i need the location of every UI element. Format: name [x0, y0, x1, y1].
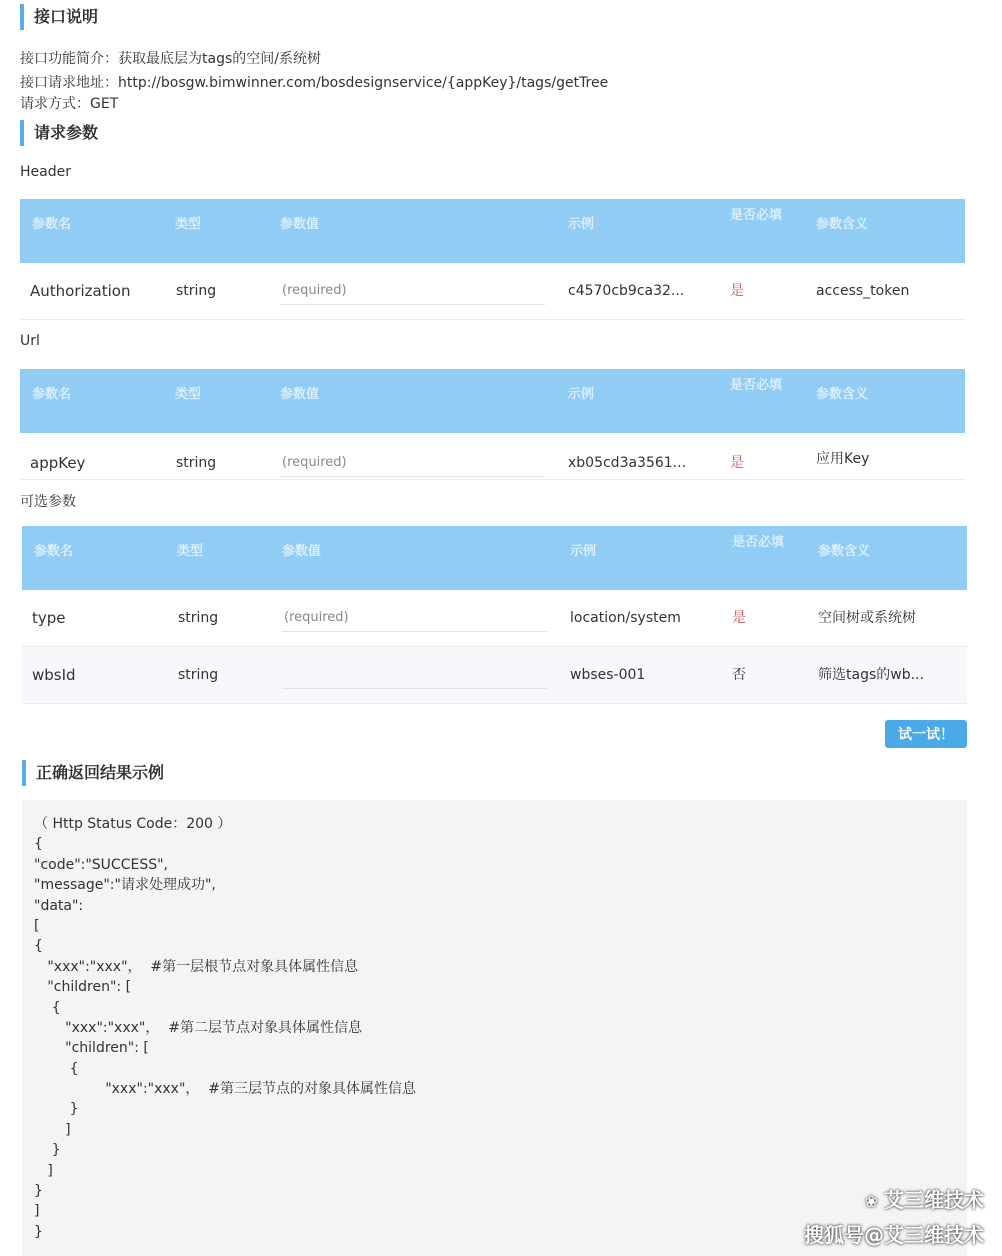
param-required: 否	[732, 667, 746, 683]
param-value-input[interactable]	[282, 604, 547, 632]
code-line: }	[34, 1101, 79, 1118]
table-row	[22, 647, 967, 704]
param-example: location/system	[570, 610, 681, 626]
col-required: 是否必填	[730, 208, 783, 223]
param-name: type	[32, 609, 66, 627]
col-param-name: 参数名	[32, 387, 72, 402]
param-required: 是	[730, 283, 744, 299]
col-meaning: 参数含义	[818, 544, 871, 559]
optional-group-label: 可选参数	[20, 494, 76, 510]
header-params-table	[20, 199, 965, 320]
col-value: 参数值	[280, 217, 320, 232]
watermark-line2: 搜狐号@艾三维技术	[804, 1223, 984, 1247]
col-value: 参数值	[282, 544, 322, 559]
param-example: c4570cb9ca32...	[568, 283, 685, 299]
table-header	[22, 526, 967, 590]
code-line: {	[34, 938, 43, 955]
param-type: string	[178, 610, 219, 626]
param-type: string	[176, 283, 217, 299]
url-params-table	[20, 369, 965, 480]
api-method: 请求方式：GET	[20, 96, 119, 112]
col-example: 示例	[570, 544, 597, 559]
param-meaning: 筛选tags的wb...	[818, 667, 924, 683]
optional-params-table	[22, 526, 967, 704]
watermark-line1: 艾三维技术	[884, 1188, 984, 1212]
param-example: wbses-001	[570, 667, 646, 683]
param-value-input[interactable]	[280, 277, 545, 305]
table-header	[20, 199, 965, 263]
code-line: }	[34, 1223, 43, 1240]
col-type: 类型	[175, 387, 202, 402]
url-group-label: Url	[20, 333, 40, 349]
col-example: 示例	[568, 217, 595, 232]
param-name: Authorization	[30, 282, 131, 300]
code-line: }	[34, 1142, 61, 1159]
param-required: 是	[730, 455, 744, 471]
table-header	[20, 369, 965, 433]
code-line: }	[34, 1183, 43, 1200]
param-example: xb05cd3a3561...	[568, 455, 687, 471]
code-line: "children": [	[34, 1040, 149, 1057]
api-summary: 接口功能简介：获取最底层为tags的空间/系统树	[20, 51, 321, 67]
code-line: ]	[34, 1162, 53, 1179]
col-meaning: 参数含义	[816, 387, 869, 402]
param-meaning: 空间树或系统树	[818, 610, 916, 626]
code-line: "xxx":"xxx"， #第三层节点的对象具体属性信息	[34, 1081, 417, 1098]
code-line: "children": [	[34, 979, 132, 996]
code-line: （ Http Status Code：200 ）	[34, 816, 232, 832]
code-line: {	[34, 999, 61, 1016]
col-example: 示例	[568, 387, 595, 402]
wechat-icon: ❀	[864, 1192, 878, 1211]
table-row	[20, 263, 965, 320]
code-line: [	[34, 917, 40, 934]
watermark	[804, 1184, 984, 1248]
code-line: "data":	[34, 897, 84, 914]
param-value-input[interactable]	[280, 449, 545, 477]
param-type: string	[178, 667, 219, 683]
api-description-title: 接口说明	[20, 4, 98, 30]
col-value: 参数值	[280, 387, 320, 402]
col-required: 是否必填	[732, 535, 785, 550]
code-line: "xxx":"xxx"， #第一层根节点对象具体属性信息	[34, 958, 359, 975]
param-required: 是	[732, 610, 746, 626]
col-type: 类型	[175, 217, 202, 232]
col-required: 是否必填	[730, 378, 783, 393]
code-line: {	[34, 1060, 79, 1077]
try-it-button[interactable]: 试一试！	[885, 720, 967, 748]
table-row	[22, 590, 967, 647]
code-line: {	[34, 836, 43, 853]
col-param-name: 参数名	[34, 544, 74, 559]
header-group-label: Header	[20, 164, 71, 180]
api-url: 接口请求地址：http://bosgw.bimwinner.com/bosdesignservice/{appKey}/tags/getTree	[20, 75, 609, 91]
response-example-title: 正确返回结果示例	[22, 760, 164, 786]
col-type: 类型	[177, 544, 204, 559]
param-type: string	[176, 455, 217, 471]
code-line: ]	[34, 1121, 71, 1138]
param-meaning: 应用Key	[816, 451, 870, 467]
request-params-title: 请求参数	[20, 120, 98, 146]
code-line: ]	[34, 1203, 40, 1220]
param-name: appKey	[30, 454, 86, 472]
param-meaning: access_token	[816, 283, 910, 299]
table-row	[20, 433, 965, 480]
col-meaning: 参数含义	[816, 217, 869, 232]
code-line: "xxx":"xxx"， #第二层节点对象具体属性信息	[34, 1019, 362, 1036]
param-value-input[interactable]	[282, 661, 547, 689]
col-param-name: 参数名	[32, 217, 72, 232]
code-line: "message":"请求处理成功",	[34, 877, 216, 894]
param-name: wbsId	[32, 666, 76, 684]
code-line: "code":"SUCCESS",	[34, 856, 168, 873]
